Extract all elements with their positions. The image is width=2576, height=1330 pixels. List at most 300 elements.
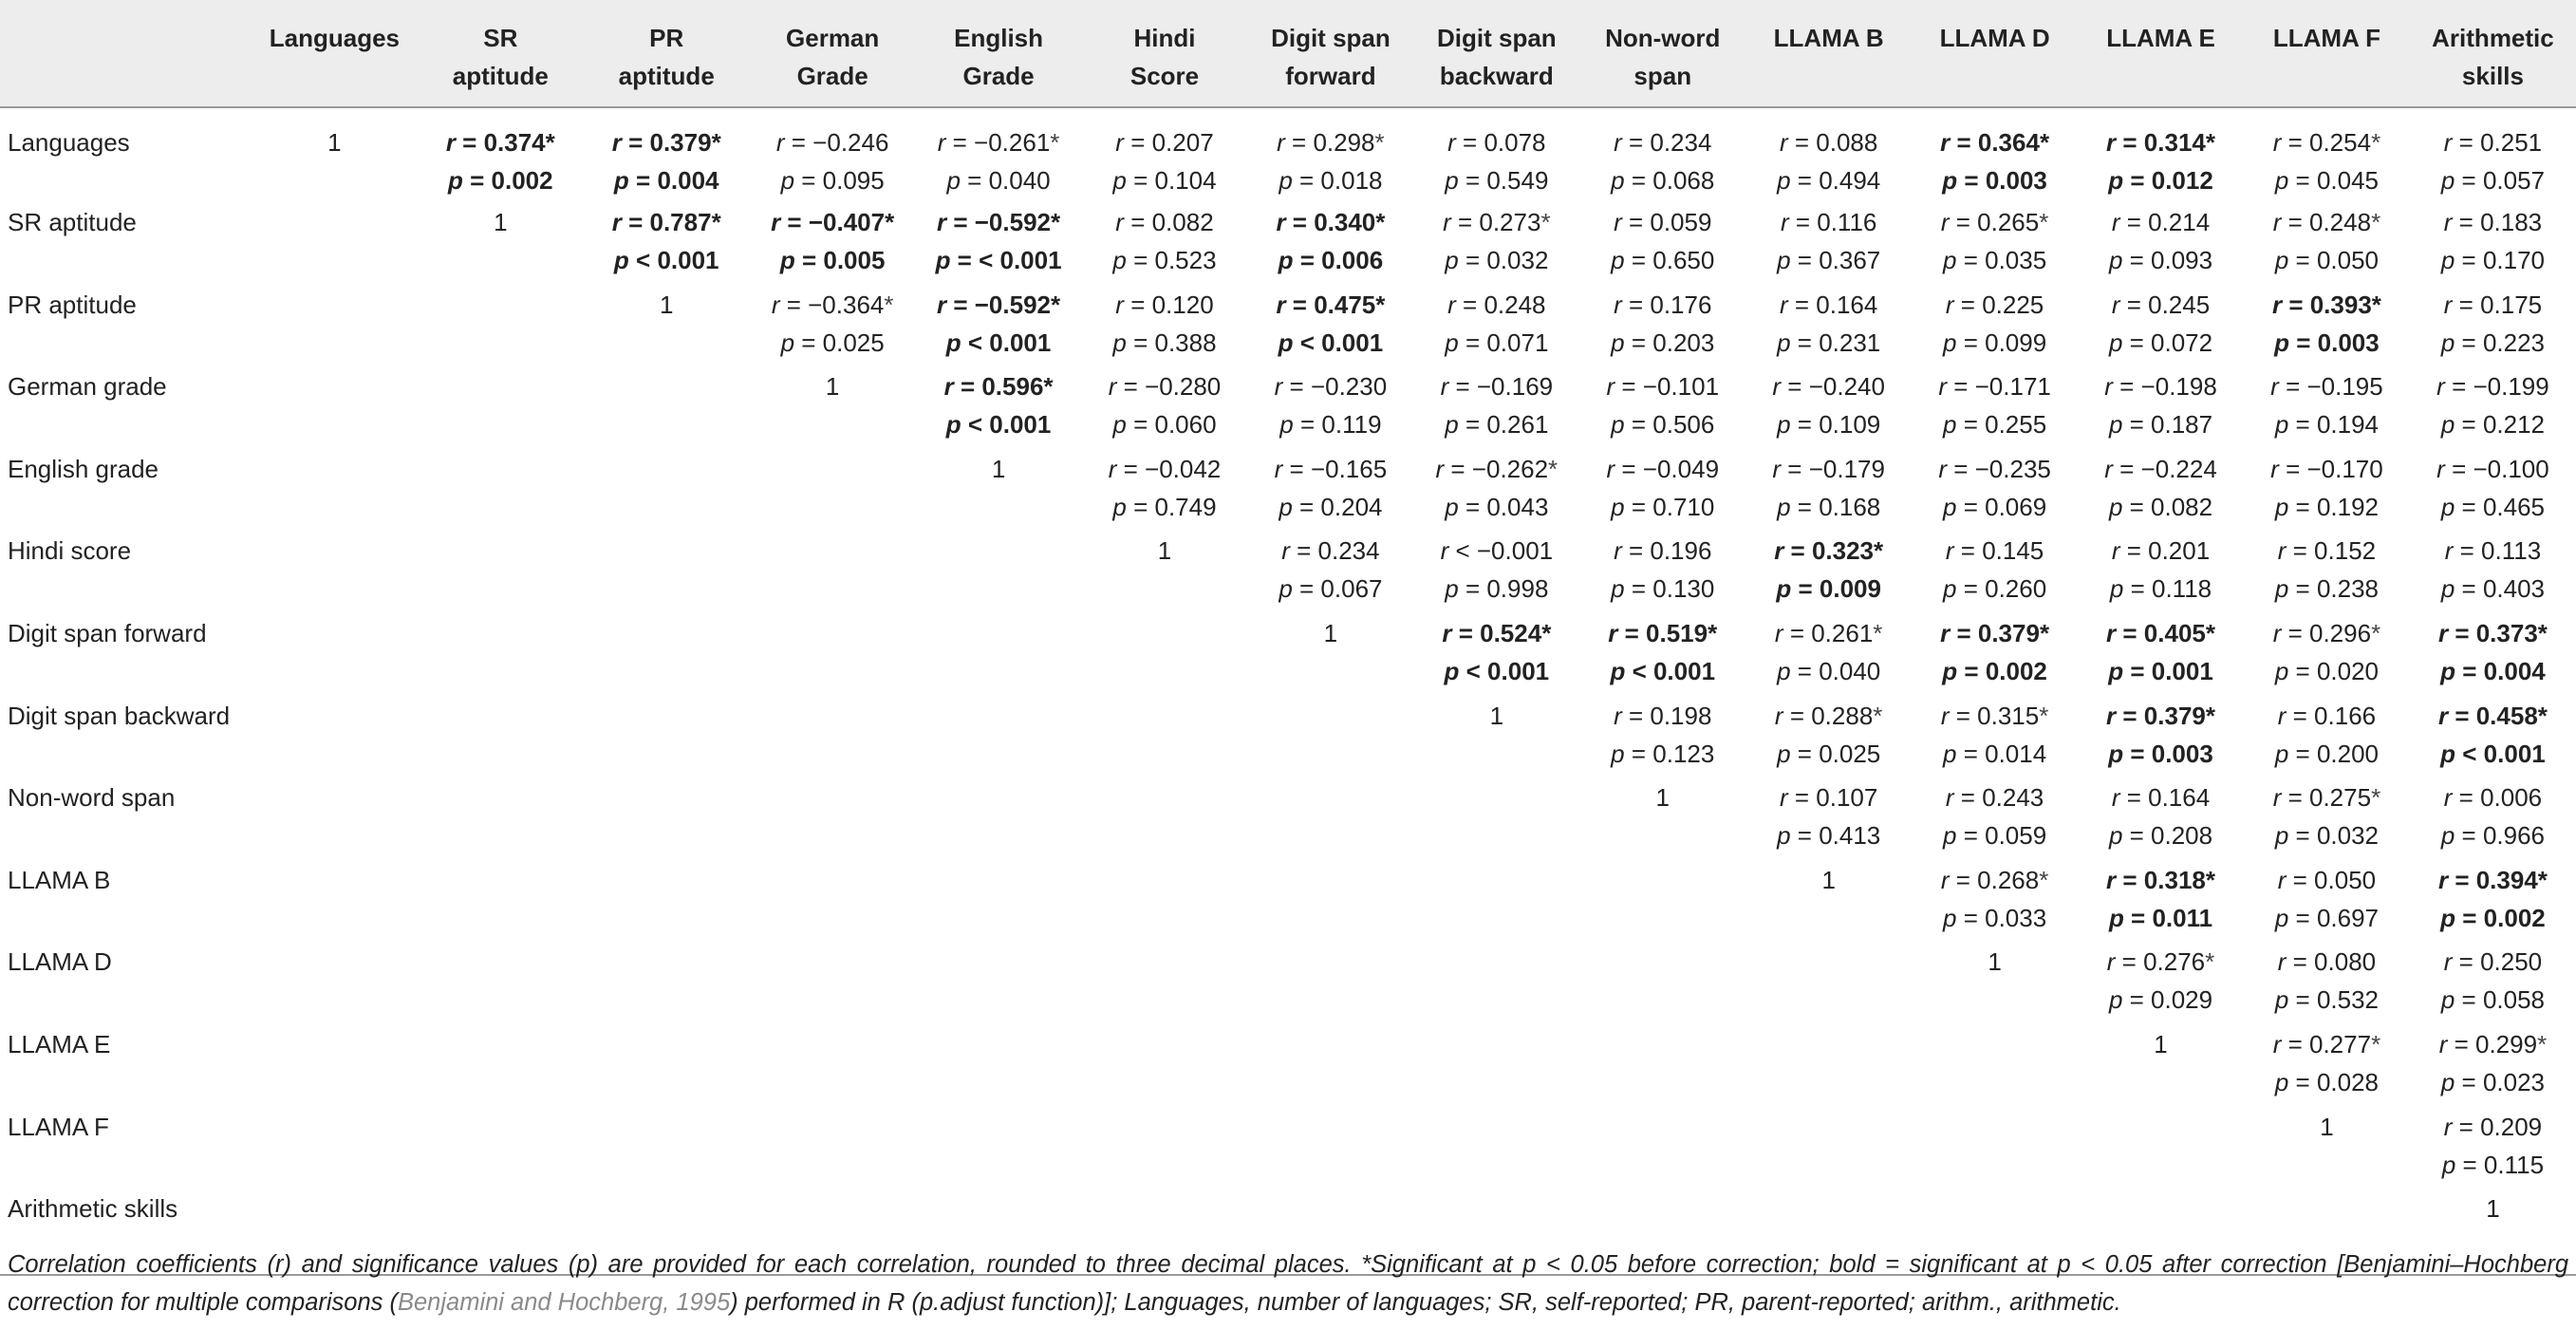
table-row (0, 1025, 2576, 1108)
p-value: = 0.028 (2295, 1067, 2380, 1096)
p-line (2414, 652, 2572, 690)
r-symbol: r (1614, 536, 1629, 566)
p-line (1749, 570, 1908, 608)
correlation-cell (2410, 286, 2576, 368)
column-header-line: Score (1129, 62, 1200, 90)
correlation-cell (1413, 203, 1579, 286)
r-value: = 0.209 (2458, 1112, 2543, 1141)
column-header (2244, 0, 2410, 107)
p-value: = 0.040 (967, 166, 1051, 195)
column-header (916, 0, 1082, 107)
p-value: = 0.506 (1631, 410, 1715, 440)
r-line (1583, 614, 1742, 652)
r-line (2414, 367, 2572, 405)
p-symbol: p (2440, 821, 2462, 851)
p-symbol: p (1776, 574, 1799, 604)
p-line (2414, 735, 2572, 773)
correlation-cell (1745, 286, 1912, 368)
table-row (0, 697, 2576, 779)
empty-cell (1745, 1108, 1912, 1190)
p-symbol: p (1445, 492, 1465, 521)
column-header-line: LLAMA E (2106, 24, 2215, 52)
p-symbol: p (1943, 574, 1964, 604)
p-symbol: p (1112, 492, 1134, 521)
empty-cell (1413, 1025, 1579, 1108)
p-symbol: p (448, 166, 471, 195)
column-header-line: Languages (269, 24, 400, 52)
p-line (1251, 570, 1409, 608)
p-symbol: p (2108, 410, 2130, 440)
r-value: = 0.405 (2122, 618, 2206, 647)
r-line (1251, 450, 1409, 488)
r-value: = 0.248 (1463, 290, 1546, 319)
p-symbol: p (1777, 821, 1798, 851)
empty-cell (252, 367, 418, 450)
significance-asterisk: * (2205, 701, 2215, 730)
correlation-cell (2078, 367, 2244, 450)
correlation-cell (2410, 450, 2576, 533)
footnote-citation-link[interactable]: Benjamini and Hochberg, 1995 (397, 1289, 731, 1316)
r-value: = −0.224 (2119, 454, 2217, 483)
r-line (1749, 123, 1908, 161)
correlation-cell (750, 107, 916, 203)
p-symbol: p (1942, 656, 1965, 685)
r-value: = −0.171 (1953, 372, 2051, 402)
r-value: = 0.394 (2455, 865, 2538, 894)
p-value: = 0.003 (2130, 739, 2213, 768)
p-value: = 0.208 (2129, 821, 2213, 851)
p-value: = 0.003 (2296, 328, 2380, 357)
p-value: < 0.001 (1632, 656, 1716, 685)
r-value: = 0.268 (1955, 865, 2040, 894)
diagonal-value: 1 (1489, 701, 1504, 730)
p-line (2414, 405, 2572, 443)
r-value: = 0.475 (1292, 290, 1376, 319)
r-line (2248, 286, 2406, 324)
empty-cell (252, 532, 418, 614)
r-value: = 0.050 (2292, 865, 2377, 894)
correlation-cell (1745, 203, 1912, 286)
significance-asterisk: * (2371, 128, 2381, 157)
p-symbol: p (1611, 246, 1632, 274)
r-line (2081, 697, 2240, 735)
p-line (1749, 652, 1908, 690)
correlation-cell (1579, 107, 1745, 203)
p-symbol: p (1611, 410, 1632, 440)
p-line (2414, 1146, 2572, 1184)
r-value: = 0.152 (2292, 536, 2377, 566)
r-value: = −0.592 (953, 208, 1051, 236)
correlation-cell (2244, 286, 2410, 368)
p-symbol: p (1777, 656, 1798, 685)
correlation-cell (1082, 203, 1248, 286)
correlation-cell (2244, 943, 2410, 1025)
correlation-cell (2244, 450, 2410, 533)
r-symbol: r (1443, 208, 1458, 236)
table-row (0, 367, 2576, 450)
empty-cell (916, 778, 1082, 861)
r-line (1915, 614, 2074, 652)
r-symbol: r (2104, 454, 2120, 483)
correlation-cell (1745, 367, 1912, 450)
r-symbol: r (1277, 128, 1293, 157)
r-line (2248, 614, 2406, 652)
p-line (1915, 161, 2074, 199)
correlation-cell (1745, 107, 1912, 203)
p-value: = 0.123 (1631, 739, 1715, 768)
r-line (421, 123, 580, 161)
r-value: = 0.318 (2122, 865, 2206, 894)
row-label: Digit span forward (8, 618, 207, 647)
p-symbol: p (1943, 821, 1964, 851)
empty-cell (1579, 1108, 1745, 1190)
p-symbol: p (2108, 492, 2130, 521)
p-value: = 0.014 (1963, 739, 2047, 768)
r-symbol: r (2270, 372, 2287, 402)
empty-cell (750, 778, 916, 861)
r-line (920, 203, 1078, 241)
r-symbol: r (2277, 536, 2293, 566)
r-symbol: r (1938, 372, 1954, 402)
empty-cell (1247, 778, 1413, 861)
p-value: = 0.413 (1797, 821, 1881, 851)
r-symbol: r (2270, 454, 2287, 483)
p-value: = 0.212 (2461, 410, 2546, 440)
r-line (588, 123, 746, 161)
correlation-cell (1413, 532, 1579, 614)
correlation-cell (2410, 614, 2576, 697)
r-line (2414, 203, 2572, 241)
p-line (1915, 816, 2074, 854)
r-symbol: r (2443, 208, 2459, 236)
r-line (2414, 286, 2572, 324)
empty-cell (418, 861, 584, 944)
empty-cell (584, 614, 750, 697)
p-symbol: p (2440, 739, 2463, 768)
correlation-cell (1579, 532, 1745, 614)
column-header-line: English (954, 24, 1044, 52)
r-line (1417, 450, 1576, 488)
p-symbol: p (613, 246, 637, 274)
table-header (0, 0, 2576, 107)
r-line (1915, 861, 2074, 899)
p-symbol: p (1610, 656, 1633, 685)
p-value: = 0.032 (2295, 821, 2380, 851)
empty-cell (750, 614, 916, 697)
p-line (1915, 652, 2074, 690)
p-symbol: p (2274, 246, 2296, 274)
p-line (1417, 324, 1576, 362)
diagonal-value: 1 (1988, 947, 2002, 977)
correlation-cell (2410, 697, 2576, 779)
r-symbol: r (1938, 454, 1954, 483)
r-symbol: r (2271, 290, 2289, 319)
p-value: = 0.749 (1133, 492, 1217, 521)
r-line (1417, 203, 1576, 241)
r-symbol: r (2111, 783, 2127, 813)
p-line (1086, 488, 1244, 526)
correlation-cell (1082, 107, 1248, 203)
p-symbol: p (2274, 1067, 2296, 1096)
r-line (2248, 123, 2406, 161)
p-line (1086, 405, 1244, 443)
p-value: = 0.170 (2461, 246, 2546, 274)
p-line (2414, 324, 2572, 362)
r-line (2081, 861, 2240, 899)
r-value: = 0.082 (1130, 208, 1214, 236)
empty-cell (418, 614, 584, 697)
p-line (1749, 816, 1908, 854)
p-line (1583, 488, 1742, 526)
p-value: = 0.072 (2129, 328, 2213, 357)
p-symbol: p (1611, 166, 1632, 195)
r-value: = 0.374 (462, 128, 546, 157)
r-line (2414, 123, 2572, 161)
p-symbol: p (2274, 166, 2296, 195)
r-symbol: r (1945, 536, 1961, 566)
p-line (1915, 405, 2074, 443)
empty-cell (252, 778, 418, 861)
empty-cell (916, 532, 1082, 614)
p-line (2248, 1063, 2406, 1101)
significance-asterisk: * (2371, 783, 2381, 813)
p-symbol: p (2274, 574, 2296, 604)
p-line (1417, 241, 1576, 279)
empty-cell (584, 367, 750, 450)
correlation-cell (1579, 697, 1745, 779)
r-symbol: r (2111, 290, 2127, 319)
p-value: = 0.032 (1465, 246, 1549, 274)
r-value: = −0.592 (953, 290, 1051, 319)
p-value: < 0.001 (1299, 328, 1384, 357)
correlation-cell (584, 203, 750, 286)
p-value: = 0.020 (2295, 656, 2380, 685)
r-line (1915, 778, 2074, 816)
p-symbol: p (1943, 328, 1964, 357)
r-symbol: r (937, 208, 954, 236)
row-label: Digit span backward (8, 701, 231, 730)
row-label: LLAMA D (8, 947, 112, 977)
r-symbol: r (2443, 1112, 2459, 1141)
r-line (2414, 614, 2572, 652)
r-value: = 0.299 (2454, 1029, 2538, 1058)
r-symbol: r (2272, 783, 2288, 813)
row-label: PR aptitude (8, 290, 137, 319)
r-value: = −0.165 (1289, 454, 1388, 483)
significance-asterisk: * (884, 290, 894, 319)
r-symbol: r (1940, 208, 1956, 236)
p-symbol: p (1777, 246, 1798, 274)
p-line (1749, 405, 1908, 443)
p-line (2081, 324, 2240, 362)
r-symbol: r (1108, 372, 1124, 402)
r-symbol: r (1440, 372, 1456, 402)
r-symbol: r (1614, 290, 1629, 319)
r-line (2081, 614, 2240, 652)
empty-cell (418, 1025, 584, 1108)
p-line (1417, 488, 1576, 526)
r-symbol: r (2272, 618, 2288, 647)
p-value: = 0.203 (1631, 328, 1715, 357)
r-line (1915, 367, 2074, 405)
p-value: = 0.549 (1465, 166, 1549, 195)
r-symbol: r (2106, 128, 2123, 157)
column-header (1247, 0, 1413, 107)
r-symbol: r (1945, 783, 1961, 813)
p-value: = 0.231 (1797, 328, 1881, 357)
column-header-line: span (1633, 62, 1692, 90)
p-value: = 0.082 (2129, 492, 2213, 521)
significance-asterisk: * (1375, 208, 1386, 236)
p-value: = 0.035 (1963, 246, 2047, 274)
p-symbol: p (1279, 410, 1300, 440)
r-symbol: r (1440, 536, 1456, 566)
p-symbol: p (1445, 410, 1465, 440)
p-value: = 0.200 (2295, 739, 2380, 768)
r-value: = −0.261 (952, 128, 1051, 157)
r-line (2414, 532, 2572, 570)
r-symbol: r (1940, 701, 1956, 730)
p-line (1583, 324, 1742, 362)
r-line (2248, 203, 2406, 241)
r-symbol: r (2111, 208, 2127, 236)
p-value: = 0.071 (1465, 328, 1549, 357)
column-header (2078, 0, 2244, 107)
table-row (0, 532, 2576, 614)
correlation-cell (2244, 614, 2410, 697)
r-value: = −0.042 (1123, 454, 1222, 483)
column-header-line: LLAMA B (1773, 24, 1884, 52)
empty-cell (1082, 1025, 1248, 1108)
row-label: SR aptitude (8, 208, 137, 236)
p-value: = 0.012 (2130, 166, 2213, 195)
diagonal-cell (1745, 861, 1912, 944)
correlation-cell (1912, 107, 2078, 203)
correlation-cell (750, 203, 916, 286)
r-line (1417, 367, 1576, 405)
significance-asterisk: * (711, 208, 721, 236)
p-line (1915, 488, 2074, 526)
p-line (1915, 241, 2074, 279)
p-line (2081, 488, 2240, 526)
p-symbol: p (2440, 903, 2463, 932)
p-symbol: p (1279, 492, 1300, 521)
r-symbol: r (1945, 290, 1961, 319)
p-line (2248, 981, 2406, 1019)
p-line (1251, 405, 1409, 443)
p-symbol: p (1943, 492, 1964, 521)
p-line (1086, 161, 1244, 199)
r-line (2081, 778, 2240, 816)
p-value: = 0.168 (1797, 492, 1881, 521)
empty-cell (916, 1108, 1082, 1190)
p-line (1749, 735, 1908, 773)
p-line (2248, 161, 2406, 199)
p-value: = 0.115 (2462, 1150, 2545, 1179)
empty-cell (1413, 943, 1579, 1025)
empty-cell (916, 614, 1082, 697)
column-header-line: Digit span (1271, 24, 1391, 52)
correlation-cell (1912, 450, 2078, 533)
p-line (2081, 241, 2240, 279)
p-line (2414, 241, 2572, 279)
r-line (1086, 203, 1244, 241)
r-symbol: r (1779, 128, 1795, 157)
r-value: = 0.250 (2458, 947, 2543, 977)
correlation-cell (1247, 107, 1413, 203)
r-line (1749, 450, 1908, 488)
empty-cell (418, 697, 584, 779)
r-symbol: r (2106, 865, 2123, 894)
r-value: = 0.248 (2287, 208, 2372, 236)
p-symbol: p (2109, 574, 2131, 604)
r-value: = 0.323 (1790, 536, 1875, 566)
empty-cell (1082, 943, 1248, 1025)
p-value: = 0.109 (1797, 410, 1881, 440)
correlation-cell (1912, 367, 2078, 450)
column-header-line: aptitude (618, 62, 715, 90)
significance-asterisk: * (1043, 372, 1054, 402)
empty-cell (1082, 1108, 1248, 1190)
significance-asterisk: * (2205, 618, 2215, 647)
r-symbol: r (1281, 536, 1297, 566)
p-value: = 0.260 (1963, 574, 2047, 604)
r-value: = −0.280 (1123, 372, 1222, 402)
p-line (2414, 816, 2572, 854)
empty-cell (1413, 1108, 1579, 1190)
correlation-cell (2244, 203, 2410, 286)
p-symbol: p (1943, 739, 1964, 768)
correlation-cell (2244, 778, 2410, 861)
column-header-line: skills (2461, 62, 2524, 90)
empty-cell (1745, 1025, 1912, 1108)
correlation-cell (1912, 697, 2078, 779)
p-symbol: p (2108, 739, 2131, 768)
empty-cell (1247, 943, 1413, 1025)
r-symbol: r (2443, 783, 2459, 813)
diagonal-value: 1 (2320, 1112, 2334, 1141)
r-line (1749, 367, 1908, 405)
table-row (0, 778, 2576, 861)
r-value: = 0.340 (1292, 208, 1376, 236)
r-line (1417, 123, 1576, 161)
r-value: = −0.101 (1621, 372, 1720, 402)
r-line (920, 123, 1078, 161)
p-value: = 0.069 (1963, 492, 2047, 521)
r-symbol: r (2277, 865, 2293, 894)
p-line (2248, 241, 2406, 279)
p-symbol: p (613, 166, 637, 195)
r-value: < −0.001 (1455, 536, 1554, 566)
r-line (1749, 286, 1908, 324)
correlation-cell (1579, 203, 1745, 286)
p-value: = 0.192 (2295, 492, 2380, 521)
diagonal-value: 1 (825, 372, 840, 402)
r-value: = 0.254 (2287, 128, 2372, 157)
correlation-cell (2078, 107, 2244, 203)
p-line (920, 241, 1078, 279)
r-symbol: r (2444, 536, 2460, 566)
r-value: = 0.234 (1297, 536, 1380, 566)
p-symbol: p (1611, 328, 1632, 357)
r-value: = −0.407 (787, 208, 886, 236)
empty-cell (750, 697, 916, 779)
empty-cell (418, 367, 584, 450)
p-symbol: p (2274, 903, 2296, 932)
p-value: = 0.261 (1465, 410, 1549, 440)
empty-cell (252, 1108, 418, 1190)
diagonal-cell (1579, 778, 1745, 861)
